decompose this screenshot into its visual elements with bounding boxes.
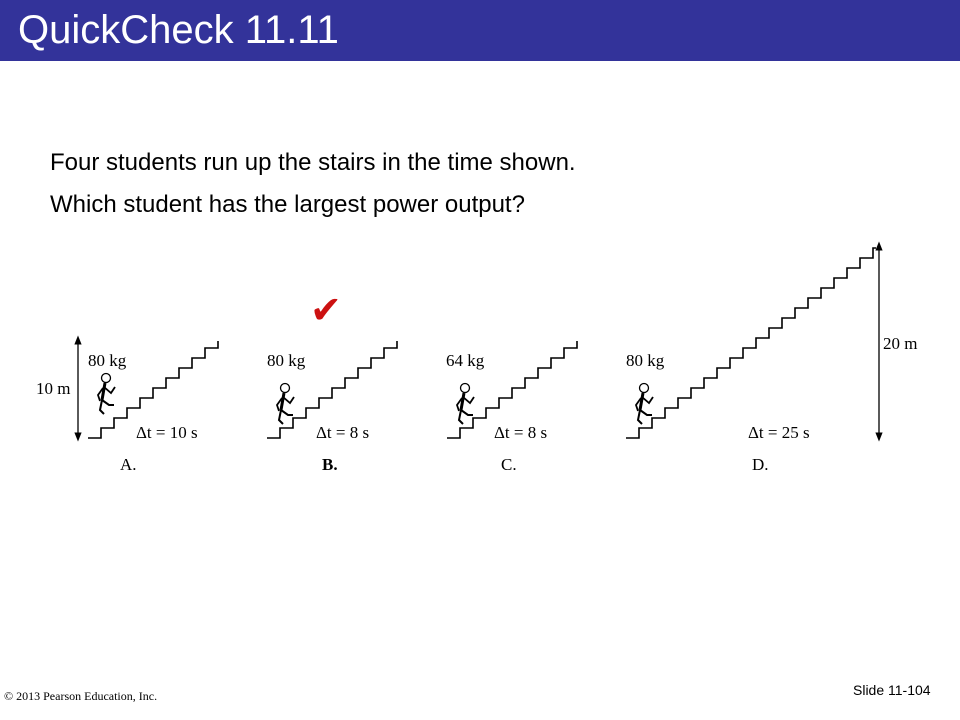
student-c-letter: C.: [501, 455, 517, 474]
student-b-mass: 80 kg: [267, 351, 306, 370]
stairs-figure: [0, 230, 960, 490]
slide-number: Slide 11-104: [853, 682, 931, 698]
checkmark-icon: ✔: [310, 288, 342, 332]
title-bar: [0, 0, 960, 61]
slide-title: QuickCheck 11.11: [18, 8, 339, 52]
student-a-mass: 80 kg: [88, 351, 127, 370]
student-c-time: Δt = 8 s: [494, 423, 548, 442]
height-label-short: 10 m: [36, 379, 71, 398]
student-d-letter: D.: [752, 455, 769, 474]
student-a-letter: A.: [120, 455, 137, 474]
height-label-tall: 20 m: [883, 334, 918, 353]
staircase-d: [626, 248, 876, 438]
student-a-time: Δt = 10 s: [136, 423, 198, 442]
student-d-mass: 80 kg: [626, 351, 665, 370]
runner-d-icon: [636, 384, 653, 425]
runner-c-icon: [457, 384, 474, 425]
runner-b-icon: [277, 384, 294, 425]
runner-a-icon: [98, 374, 115, 415]
question-line-1: Four students run up the stairs in the time shown.: [50, 149, 576, 176]
student-c-mass: 64 kg: [446, 351, 485, 370]
student-d-time: Δt = 25 s: [748, 423, 810, 442]
question-line-2: Which student has the largest power output?: [50, 191, 525, 218]
copyright-notice: © 2013 Pearson Education, Inc.: [4, 689, 158, 703]
student-b-time: Δt = 8 s: [316, 423, 370, 442]
student-b-letter: B.: [322, 455, 338, 474]
